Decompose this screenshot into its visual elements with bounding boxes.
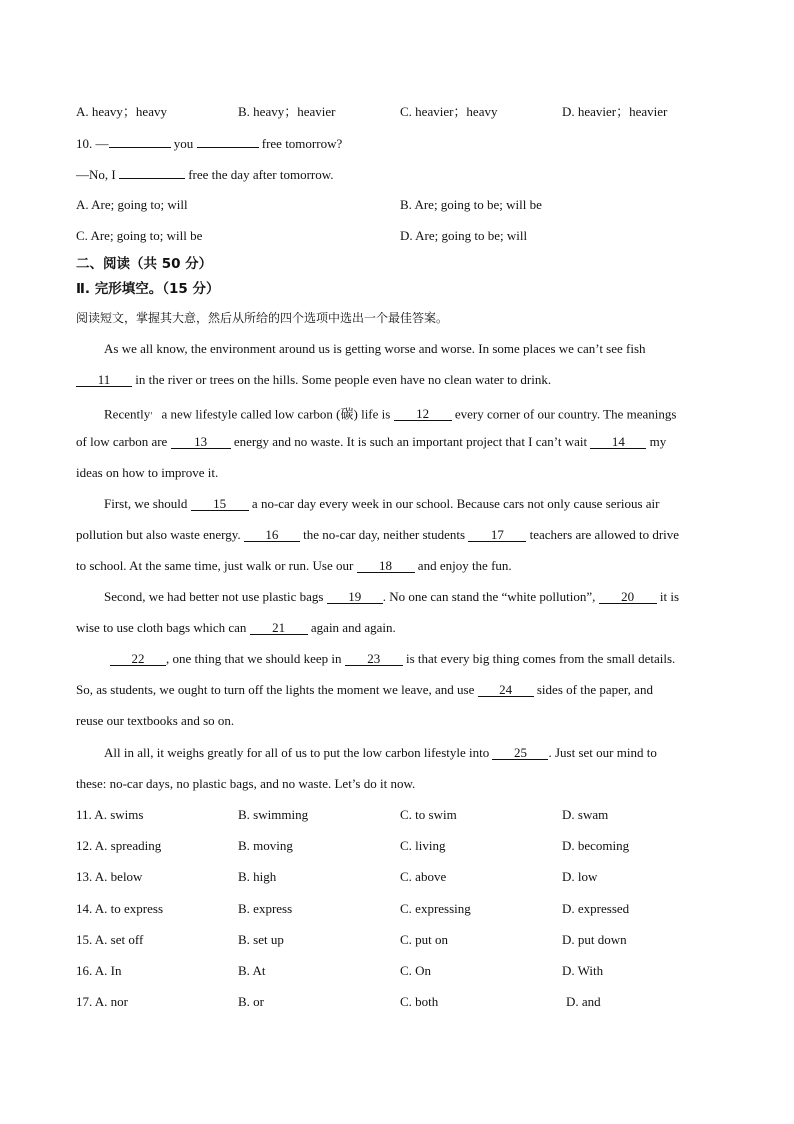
- q10-mid2: free tomorrow?: [258, 136, 343, 151]
- passage-text: sides of the paper, and: [533, 682, 653, 697]
- section-title: 二、阅读（共 50 分）: [76, 256, 213, 272]
- passage-text: these: no-car days, no plastic bags, and no waste. Let’s do it now.: [76, 776, 416, 791]
- passage-text: reuse our textbooks and so on.: [76, 713, 235, 728]
- passage-text: ideas on how to improve it.: [76, 465, 219, 480]
- q16-option-c: C. On: [400, 963, 432, 978]
- blank-11: 11: [76, 373, 132, 387]
- passage-text: Recently: [104, 406, 151, 422]
- passage-line: [76, 682, 653, 698]
- comma-mark: ，: [150, 406, 159, 415]
- section-subtitle: Ⅱ. 完形填空。（15 分）: [76, 281, 220, 297]
- q14-option-d: D. expressed: [562, 901, 630, 916]
- passage-text: to school. At the same time, just walk or run. Use our: [76, 558, 357, 573]
- q10-option-d: D. Are; going to be; will: [400, 228, 528, 243]
- instructions: 阅读短文，掌握其大意，然后从所给的四个选项中选出一个最佳答案。: [76, 311, 449, 325]
- passage-line: [110, 651, 675, 667]
- passage-line: [104, 341, 646, 357]
- blank-15: 15: [191, 497, 249, 511]
- passage-text: a new lifestyle called low carbon (碳) life is: [158, 406, 394, 422]
- blank-21: 21: [250, 621, 308, 635]
- q12-option-c: C. living: [400, 838, 446, 853]
- passage-line: [104, 589, 679, 605]
- passage-text: in the river or trees on the hills. Some people even have no clean water to drink.: [132, 372, 552, 387]
- passage-text: it is: [656, 589, 680, 604]
- blank-16: 16: [244, 528, 300, 542]
- passage-line: [76, 465, 218, 481]
- passage-text: All in all, it weighs greatly for all of us to put the low carbon lifestyle into: [104, 745, 493, 760]
- q17-option-b: B. or: [238, 994, 264, 1009]
- q17-option-a: 17. A. nor: [76, 994, 128, 1009]
- blank-17: 17: [468, 528, 526, 542]
- q10-stem: [76, 135, 342, 152]
- q9-option-a: A. heavy；heavy: [76, 104, 167, 119]
- passage-text: First, we should: [104, 496, 191, 511]
- q10-option-b: B. Are; going to be; will be: [400, 197, 542, 212]
- q15-option-b: B. set up: [238, 932, 284, 947]
- q17-option-d: D. and: [566, 994, 601, 1009]
- q9-option-d: D. heavier；heavier: [562, 104, 668, 119]
- passage-text: . Just set our mind to: [548, 745, 657, 760]
- q11-option-b: B. swimming: [238, 807, 309, 822]
- blank-13: 13: [171, 435, 231, 449]
- passage-line: [104, 745, 657, 761]
- passage-line: [76, 372, 551, 388]
- passage-line: [104, 403, 676, 422]
- q16-option-b: B. At: [238, 963, 266, 978]
- passage-text: Second, we had better not use plastic bags: [104, 589, 327, 604]
- blank-12: 12: [394, 407, 452, 421]
- q10-line2-prefix: —No, I: [76, 167, 119, 182]
- q10-option-c: C. Are; going to; will be: [76, 228, 203, 243]
- q10-option-a: A. Are; going to; will: [76, 197, 188, 212]
- q12-option-b: B. moving: [238, 838, 293, 853]
- passage-text: my: [646, 434, 667, 449]
- passage-text: , one thing that we should keep in: [166, 651, 345, 666]
- q11-option-a: 11. A. swims: [76, 807, 144, 822]
- q14-option-c: C. expressing: [400, 901, 471, 916]
- passage-line: [76, 558, 512, 574]
- q13-option-b: B. high: [238, 869, 277, 884]
- q15-option-c: C. put on: [400, 932, 449, 947]
- q10-answer-line: [76, 166, 334, 183]
- q17-option-c: C. both: [400, 994, 439, 1009]
- blank-19: 19: [327, 590, 383, 604]
- blank-18: 18: [357, 559, 415, 573]
- q12-option-a: 12. A. spreading: [76, 838, 162, 853]
- blank-23: 23: [345, 652, 403, 666]
- q11-option-d: D. swam: [562, 807, 609, 822]
- passage-line: [76, 527, 679, 543]
- blank-14: 14: [590, 435, 646, 449]
- q13-option-c: C. above: [400, 869, 447, 884]
- q16-option-a: 16. A. In: [76, 963, 122, 978]
- q12-option-d: D. becoming: [562, 838, 630, 853]
- passage-line: [76, 620, 396, 636]
- blank-25: 25: [492, 746, 548, 760]
- q10-mid1: you: [170, 136, 197, 151]
- passage-line: [104, 496, 659, 512]
- passage-line: [76, 776, 415, 792]
- q10-blank-2: [197, 135, 259, 148]
- q14-option-b: B. express: [238, 901, 293, 916]
- q10-line2-suffix: free the day after tomorrow.: [184, 167, 334, 182]
- passage-text: and enjoy the fun.: [414, 558, 512, 573]
- q15-option-d: D. put down: [562, 932, 627, 947]
- passage-text: . No one can stand the “white pollution”,: [382, 589, 599, 604]
- passage-text: a no-car day every week in our school. Because cars not only cause serious air: [248, 496, 660, 511]
- q11-option-c: C. to swim: [400, 807, 457, 822]
- passage-text: of low carbon are: [76, 434, 171, 449]
- q10-blank-1: [109, 135, 171, 148]
- q10-prefix: 10. —: [76, 136, 109, 151]
- passage-text: is that every big thing comes from the small details.: [402, 651, 676, 666]
- passage-line: [76, 434, 666, 450]
- passage-text: As we all know, the environment around us is getting worse and worse. In some places we can’t see fish: [104, 341, 646, 356]
- passage-text: the no-car day, neither students: [299, 527, 469, 542]
- q13-option-a: 13. A. below: [76, 869, 143, 884]
- passage-text: So, as students, we ought to turn off the lights the moment we leave, and use: [76, 682, 478, 697]
- blank-20: 20: [599, 590, 657, 604]
- passage-text: every corner of our country. The meanings: [451, 406, 677, 422]
- blank-22: 22: [110, 652, 166, 666]
- passage-text: teachers are allowed to drive: [526, 527, 680, 542]
- q14-option-a: 14. A. to express: [76, 901, 164, 916]
- q9-option-b: B. heavy；heavier: [238, 104, 336, 119]
- q13-option-d: D. low: [562, 869, 598, 884]
- blank-24: 24: [478, 683, 534, 697]
- q9-option-c: C. heavier；heavy: [400, 104, 498, 119]
- passage-line: [76, 713, 234, 729]
- passage-text: pollution but also waste energy.: [76, 527, 244, 542]
- passage-text: wise to use cloth bags which can: [76, 620, 250, 635]
- q10-blank-3: [119, 166, 185, 179]
- passage-text: energy and no waste. It is such an important project that I can’t wait: [230, 434, 591, 449]
- q16-option-d: D. With: [562, 963, 604, 978]
- q15-option-a: 15. A. set off: [76, 932, 144, 947]
- passage-text: again and again.: [307, 620, 396, 635]
